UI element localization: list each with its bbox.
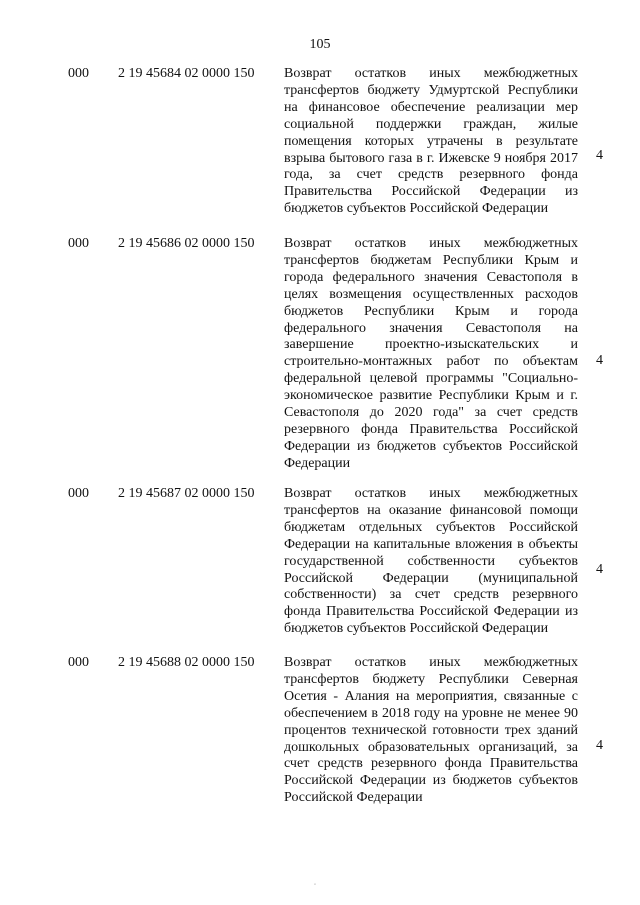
row-description: Возврат остатков иных межбюджетных трансфертов бюджету Удмуртской Республики на финансовое обеспечение реализации мер социальной поддержки граждан, жилые помещения которых утрачены в результате взрыва бытового газа в г. Ижевске 9 ноября 2017 года, за счет средств резервного фонда Правительства Российской Федерации из бюджетов субъектов Российской Федерации — [284, 66, 578, 217]
row-value: 4 — [596, 738, 603, 753]
row-description: Возврат остатков иных межбюджетных трансфертов бюджету Республики Северная Осетия - Алания на мероприятия, связанные с обеспечением в 2018 году на уровне не менее 90 процентов технической готовности трех зданий дошкольных образовательных организаций, за счет средств резервного фонда Правительства Российской Федерации из бюджетов субъектов Российской Федерации — [284, 655, 578, 806]
row-value: 4 — [596, 353, 603, 368]
row-description: Возврат остатков иных межбюджетных трансфертов на оказание финансовой помощи бюджетам отдельных субъектов Российской Федерации на капитальные вложения в объекты государственной собственности субъектов Российской Федерации (муниципальной собственности) за счет средств резервного фонда Правительства Российской Федерации из бюджетов субъектов Российской Федерации — [284, 486, 578, 637]
row-value: 4 — [596, 562, 603, 577]
row-description: Возврат остатков иных межбюджетных трансфертов бюджетам Республики Крым и города федерального значения Севастополя в целях возмещения осуществленных расходов бюджетов Республики Крым и города федерального значения Севастополя на завершение проектно-изыскательских и строительно-монтажных работ по объектам федеральной целевой программы "Социально-экономическое развитие Республики Крым и г. Севастополя до 2020 года" за счет средств резервного фонда Правительства Российской Федерации из бюджетов субъектов Российской Федерации — [284, 236, 578, 471]
budget-classification-code: 2 19 45686 02 0000 150 — [118, 236, 255, 251]
budget-classification-code: 2 19 45687 02 0000 150 — [118, 486, 255, 501]
scan-mark: ◦ — [314, 882, 317, 888]
admin-code: 000 — [68, 486, 89, 501]
admin-code: 000 — [68, 655, 89, 670]
budget-classification-code: 2 19 45684 02 0000 150 — [118, 66, 255, 81]
budget-classification-code: 2 19 45688 02 0000 150 — [118, 655, 255, 670]
page-number: 105 — [309, 37, 331, 52]
admin-code: 000 — [68, 236, 89, 251]
admin-code: 000 — [68, 66, 89, 81]
row-value: 4 — [596, 148, 603, 163]
